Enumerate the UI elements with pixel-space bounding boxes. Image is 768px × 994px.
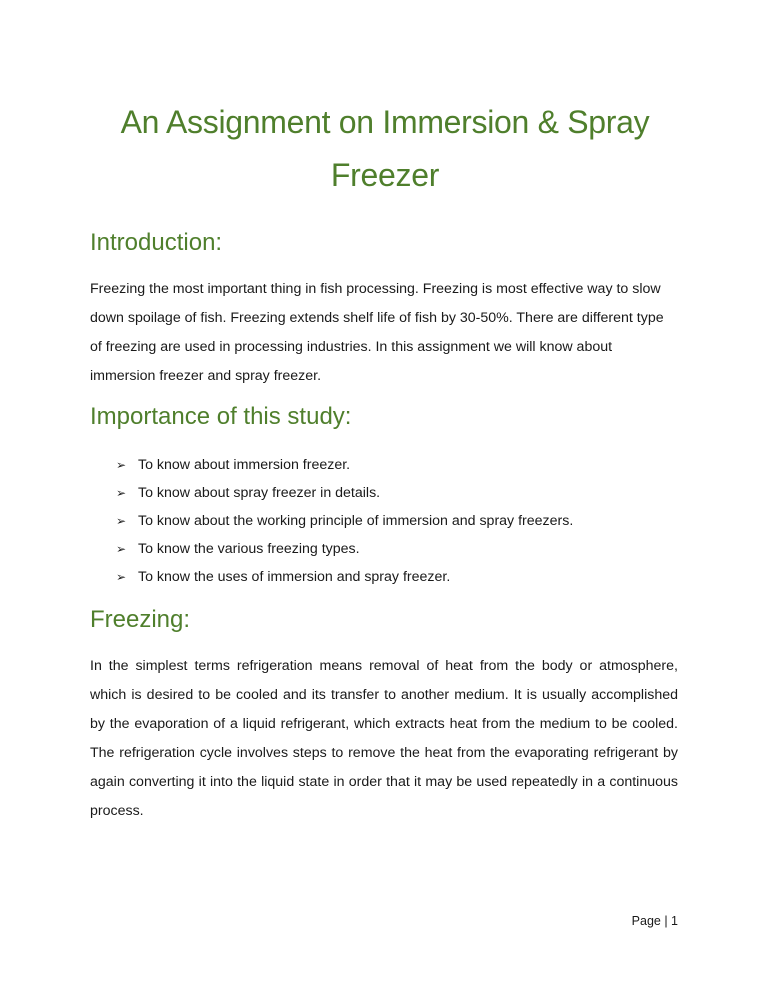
list-item (116, 535, 573, 563)
list-item-text: To know about immersion freezer. (138, 457, 351, 473)
introduction-paragraph: Freezing the most important thing in fish processing. Freezing is most effective way to slow down spoilage of fish. Freezing extends shelf life of fish by 30-50%. There are different type of freezing are used in processing industries. In this assignment we will know about immersion freezer and spray freezer. (90, 281, 664, 384)
arrow-bullet-icon: ➢ (116, 514, 127, 528)
arrow-bullet-icon: ➢ (116, 486, 127, 500)
list-item (116, 479, 573, 507)
introduction-heading: Introduction: (90, 229, 223, 256)
page-number: Page | 1 (631, 914, 678, 928)
arrow-bullet-icon: ➢ (116, 542, 127, 556)
list-item-text: To know about spray freezer in details. (138, 485, 381, 501)
list-item-text: To know about the working principle of immersion and spray freezers. (138, 513, 574, 529)
list-item (116, 451, 573, 479)
arrow-bullet-icon: ➢ (116, 570, 127, 584)
document-title: An Assignment on Immersion & Spray Freezer (120, 104, 650, 193)
importance-list (116, 451, 573, 591)
freezing-paragraph: In the simplest terms refrigeration means removal of heat from the body or atmosphere, which is desired to be cooled and its transfer to another medium. It is usually accomplished by the evaporation of a liquid refrigerant, which extracts heat from the medium to be cooled. The refrigeration cycle involves steps to remove the heat from the evaporating refrigerant by again converting it into the liquid state in order that it may be used repeatedly in a continuous process. (90, 658, 678, 819)
arrow-bullet-icon: ➢ (116, 458, 127, 472)
list-item (116, 507, 573, 535)
list-item-text: To know the various freezing types. (138, 541, 360, 557)
list-item-text: To know the uses of immersion and spray freezer. (138, 569, 451, 585)
list-item (116, 563, 573, 591)
freezing-heading: Freezing: (90, 606, 191, 633)
importance-heading: Importance of this study: (90, 403, 352, 430)
